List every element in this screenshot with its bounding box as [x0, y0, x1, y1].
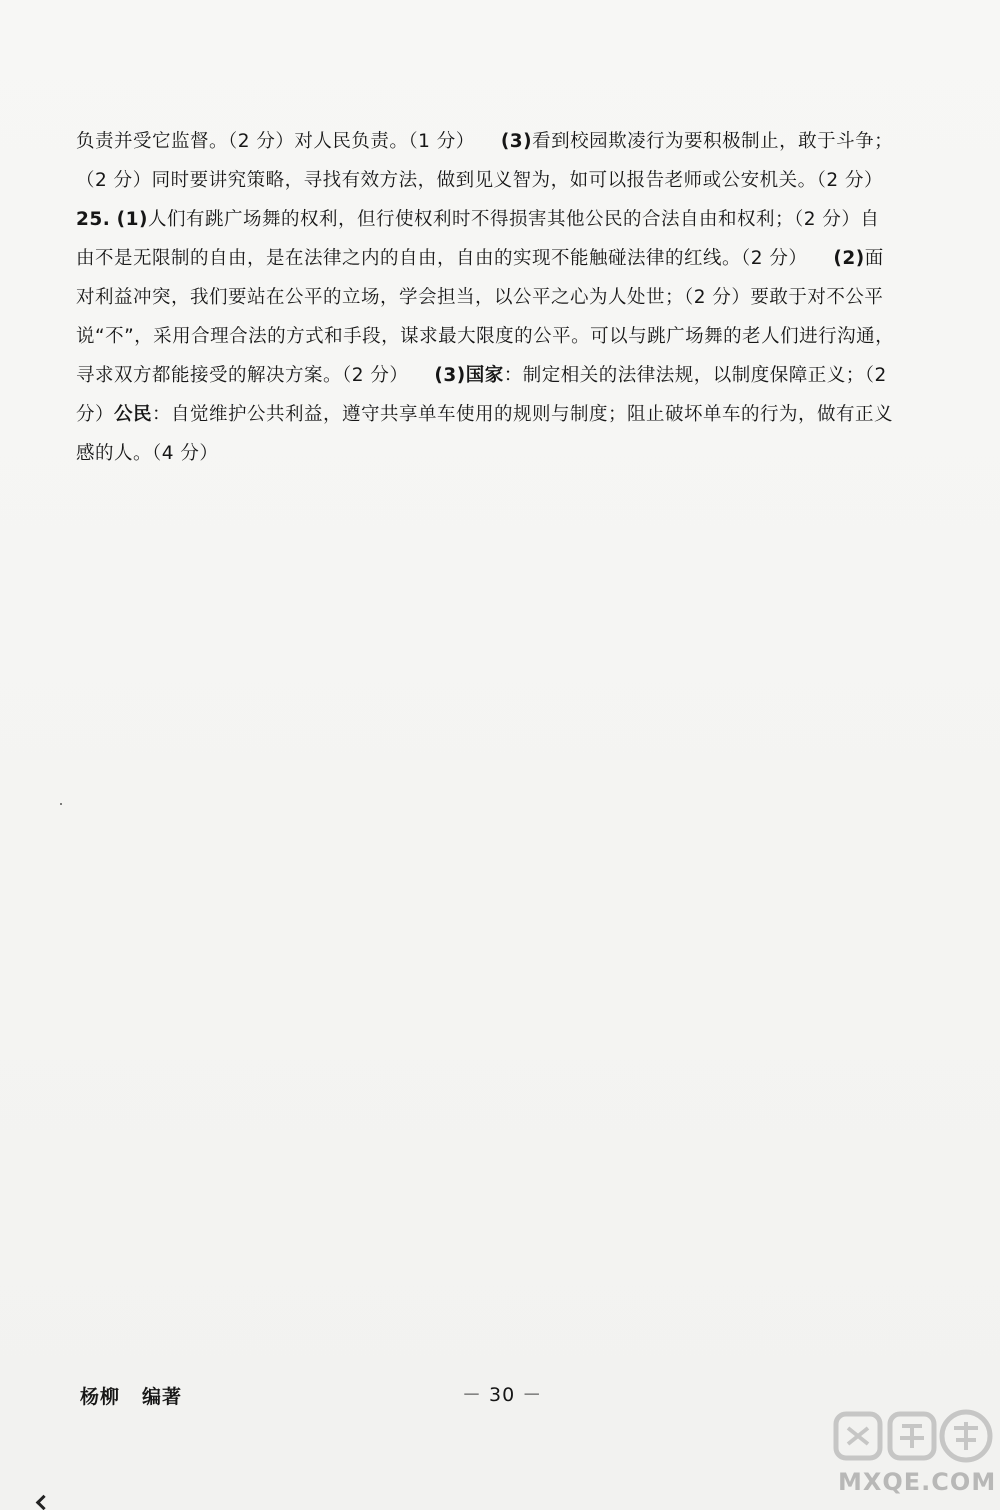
answer-content: [76, 122, 898, 473]
author-role: 编著: [142, 1386, 183, 1408]
answer-25-part-3-label: (3): [434, 365, 466, 386]
answer-25-part-2-text: 面对利益冲突，我们要站在公平的立场，学会担当，以公平之心为人处世；（2 分）要敢于对不公平说“不”，采用合理合法的方式和手段，谋求最大限度的公平。可以与跳广场舞的老人们进行沟通，寻求双方都能接受的解决方案。（2 分）: [76, 248, 895, 386]
state-text: ：制定相关的法律法规，以制度保障正义；（2 分）: [76, 365, 887, 425]
answer-paragraph-25: [76, 200, 898, 473]
answer-25-part-1-text: 人们有跳广场舞的权利，但行使权利时不得损害其他公民的合法自由和权利；（2 分）自由不是无限制的自由，是在法律之内的自由，自由的实现不能触碰法律的红线。（2 分）: [76, 209, 880, 269]
question-number: 25.: [76, 209, 111, 230]
citizen-label: 公民: [114, 404, 153, 425]
scan-speck: [60, 803, 62, 805]
answer-paragraph-24: [76, 122, 898, 200]
watermark-domain: MXQE.COM: [838, 1468, 997, 1496]
author-name: 杨柳: [80, 1386, 121, 1408]
answer-25-part-2-label: (2): [833, 248, 865, 269]
answer-24-part-3-text: 看到校园欺凌行为要积极制止，敢于斗争；（2 分）同时要讲究策略，寻找有效方法，做到见义智为，如可以报告老师或公安机关。（2 分）: [76, 131, 894, 191]
answer-24-part-3-label: (3): [500, 131, 533, 152]
corner-arrow-icon: [36, 1495, 52, 1510]
answer-25-part-1-label: (1): [116, 209, 148, 230]
answer-24-part-2-tail: 负责并受它监督。（2 分）对人民负责。（1 分）: [76, 131, 475, 152]
page-number: － 30 －: [462, 1384, 543, 1406]
citizen-text: ：自觉维护公共利益，遵守共享单车使用的规则与制度；阻止破坏单车的行为，做有正义感的人。（4 分）: [76, 404, 894, 464]
state-label: 国家: [465, 365, 504, 386]
footer-author: [80, 1382, 182, 1409]
